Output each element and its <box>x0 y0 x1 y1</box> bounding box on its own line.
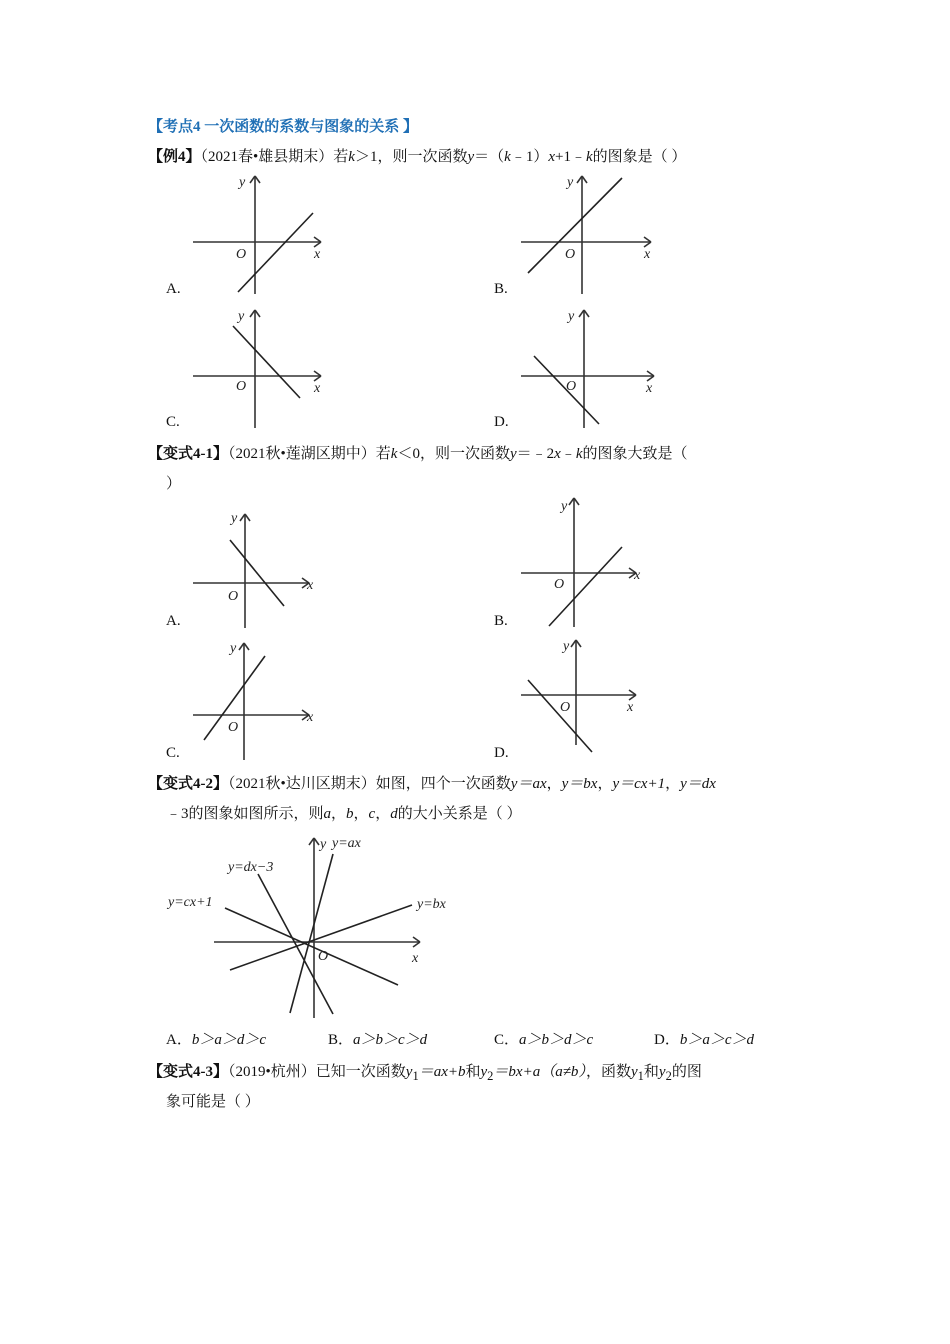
svg-text:x: x <box>307 710 314 725</box>
variant-4-2-question: 【变式4-2】（2021秋•达川区期末）如图，四个一次函数y＝ax，y＝bx，y＝cx+1，y＝dx <box>148 776 716 792</box>
svg-text:y: y <box>239 175 246 190</box>
option-b-label[interactable]: B. <box>494 613 508 629</box>
graph-v41-d <box>521 639 636 752</box>
example-4-question: 【例4】（2021春•雄县期末）若k＞1，则一次函数y＝（k﹣1）x+1﹣k的图象是（ ） <box>148 149 687 165</box>
svg-text:y: y <box>238 309 245 324</box>
option-c-label[interactable]: C. <box>166 414 180 430</box>
line-ax <box>290 854 333 1013</box>
svg-text:y: y <box>320 837 327 852</box>
svg-text:O: O <box>228 589 239 604</box>
graph-ex4-c <box>193 309 321 428</box>
svg-text:y: y <box>231 511 238 526</box>
svg-text:x: x <box>314 247 321 262</box>
graph-ex4-b <box>521 175 651 294</box>
variant-4-1-question-end: ） <box>166 476 182 492</box>
svg-text:O: O <box>318 949 329 964</box>
svg-text:O: O <box>566 379 577 394</box>
variant-4-1-question: 【变式4-1】（2021秋•莲湖区期中）若k＜0，则一次函数y＝﹣2x﹣k的图象大致是（ <box>148 446 688 462</box>
option-b-label[interactable]: B. <box>494 281 508 297</box>
svg-text:y: y <box>230 641 237 656</box>
option-a-label[interactable]: A. <box>166 613 181 629</box>
svg-text:O: O <box>560 700 571 715</box>
variant-4-2-question-line2: ﹣3的图象如图所示，则a，b，c，d的大小关系是（ ） <box>166 806 522 822</box>
svg-text:x: x <box>314 381 321 396</box>
svg-text:O: O <box>236 247 247 262</box>
svg-text:y: y <box>563 639 570 654</box>
choice-c[interactable]: C．a＞b＞d＞c <box>494 1032 594 1048</box>
option-d-label[interactable]: D. <box>494 745 509 761</box>
graph-v41-a <box>193 511 314 628</box>
section-title: 【考点4 一次函数的系数与图象的关系 】 <box>148 119 419 135</box>
question-source: （2021春•雄县期末） <box>200 149 334 165</box>
svg-text:y: y <box>567 175 574 190</box>
svg-text:x: x <box>412 951 419 966</box>
svg-text:O: O <box>228 720 239 735</box>
svg-text:O: O <box>565 247 576 262</box>
variant-4-3-question-line2: 象可能是（ ） <box>166 1094 260 1110</box>
graph-ex4-d <box>521 309 654 428</box>
svg-text:O: O <box>554 577 565 592</box>
graph-v42 <box>166 836 447 1018</box>
svg-text:x: x <box>634 568 641 583</box>
example-tag: 【例4】 <box>148 149 201 165</box>
svg-text:y=dx−3: y=dx−3 <box>228 860 274 875</box>
graph-v41-b <box>521 498 641 627</box>
svg-text:O: O <box>236 379 247 394</box>
svg-text:y=ax: y=ax <box>332 836 361 851</box>
choice-b[interactable]: B．a＞b＞c＞d <box>328 1032 428 1048</box>
svg-text:y=bx: y=bx <box>417 897 446 912</box>
option-a-label[interactable]: A. <box>166 281 181 297</box>
option-d-label[interactable]: D. <box>494 414 509 430</box>
svg-text:y: y <box>561 499 568 514</box>
svg-text:x: x <box>627 700 634 715</box>
option-c-label[interactable]: C. <box>166 745 180 761</box>
svg-text:x: x <box>646 381 653 396</box>
graph-v41-c <box>193 641 314 760</box>
svg-text:x: x <box>307 578 314 593</box>
choice-d[interactable]: D．b＞a＞c＞d <box>654 1032 755 1048</box>
svg-text:y=cx+1: y=cx+1 <box>168 895 213 910</box>
choice-a[interactable]: A．b＞a＞d＞c <box>166 1032 267 1048</box>
svg-text:y: y <box>568 309 575 324</box>
variant-4-3-question: 【变式4-3】（2019•杭州）已知一次函数$y_1=ax+b$和$y_2=bx+a(a\ne b)$，函数$y_1$和$y_2$的图 <box>148 1064 702 1083</box>
graph-ex4-a <box>193 175 321 294</box>
svg-text:x: x <box>644 247 651 262</box>
